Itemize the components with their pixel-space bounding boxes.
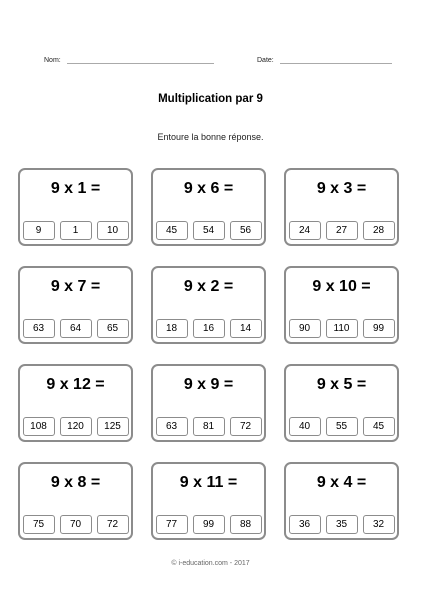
answer-option[interactable]: 10 [97, 221, 129, 240]
answer-option[interactable]: 64 [60, 319, 92, 338]
answer-options [153, 417, 264, 436]
date-label: Date: [257, 57, 274, 64]
answer-option[interactable]: 45 [156, 221, 188, 240]
answer-option[interactable]: 9 [23, 221, 55, 240]
worksheet-title: Multiplication par 9 [158, 93, 263, 105]
question-text: 9 x 5 = [316, 376, 367, 393]
name-label: Nom: [44, 57, 61, 64]
answer-option[interactable]: 35 [326, 515, 358, 534]
exercise-card [18, 364, 133, 442]
answer-option[interactable]: 14 [230, 319, 262, 338]
answer-option[interactable]: 40 [289, 417, 321, 436]
name-field[interactable] [44, 55, 214, 64]
answer-option[interactable]: 88 [230, 515, 262, 534]
answer-options [20, 221, 131, 240]
answer-options [286, 515, 397, 534]
exercise-card [151, 168, 266, 246]
question-text: 9 x 10 = [312, 278, 371, 295]
answer-option[interactable]: 65 [97, 319, 129, 338]
answer-option[interactable]: 56 [230, 221, 262, 240]
question-text: 9 x 4 = [316, 474, 367, 491]
answer-option[interactable]: 55 [326, 417, 358, 436]
answer-option[interactable]: 72 [97, 515, 129, 534]
date-line[interactable] [280, 55, 392, 64]
answer-option[interactable]: 28 [363, 221, 395, 240]
answer-option[interactable]: 70 [60, 515, 92, 534]
answer-option[interactable]: 63 [23, 319, 55, 338]
answer-option[interactable]: 54 [193, 221, 225, 240]
answer-option[interactable]: 63 [156, 417, 188, 436]
answer-option[interactable]: 99 [363, 319, 395, 338]
exercise-card [284, 364, 399, 442]
exercise-grid [18, 168, 398, 540]
answer-option[interactable]: 72 [230, 417, 262, 436]
answer-option[interactable]: 125 [97, 417, 129, 436]
instruction-text: Entoure la bonne réponse. [157, 132, 264, 142]
answer-options [20, 417, 131, 436]
answer-option[interactable]: 108 [23, 417, 55, 436]
exercise-card [151, 364, 266, 442]
answer-option[interactable]: 99 [193, 515, 225, 534]
exercise-card [18, 168, 133, 246]
answer-options [286, 221, 397, 240]
answer-option[interactable]: 81 [193, 417, 225, 436]
exercise-card [151, 462, 266, 540]
answer-options [153, 221, 264, 240]
answer-options [286, 417, 397, 436]
exercise-card [284, 462, 399, 540]
question-text: 9 x 6 = [183, 180, 234, 197]
question-text: 9 x 3 = [316, 180, 367, 197]
exercise-card [284, 168, 399, 246]
date-field[interactable] [257, 55, 392, 64]
exercise-card [18, 266, 133, 344]
answer-option[interactable]: 32 [363, 515, 395, 534]
exercise-card [284, 266, 399, 344]
question-text: 9 x 7 = [50, 278, 101, 295]
name-line[interactable] [67, 55, 214, 64]
answer-options [20, 319, 131, 338]
question-text: 9 x 8 = [50, 474, 101, 491]
answer-option[interactable]: 36 [289, 515, 321, 534]
answer-option[interactable]: 45 [363, 417, 395, 436]
question-text: 9 x 12 = [46, 376, 105, 393]
question-text: 9 x 1 = [50, 180, 101, 197]
answer-options [153, 319, 264, 338]
question-text: 9 x 11 = [179, 474, 238, 491]
answer-option[interactable]: 18 [156, 319, 188, 338]
answer-options [286, 319, 397, 338]
question-text: 9 x 9 = [183, 376, 234, 393]
answer-option[interactable]: 75 [23, 515, 55, 534]
answer-options [20, 515, 131, 534]
question-text: 9 x 2 = [183, 278, 234, 295]
answer-options [153, 515, 264, 534]
answer-option[interactable]: 120 [60, 417, 92, 436]
answer-option[interactable]: 77 [156, 515, 188, 534]
answer-option[interactable]: 24 [289, 221, 321, 240]
exercise-card [151, 266, 266, 344]
answer-option[interactable]: 1 [60, 221, 92, 240]
footer-copyright: © i-education.com - 2017 [171, 560, 250, 567]
exercise-card [18, 462, 133, 540]
answer-option[interactable]: 90 [289, 319, 321, 338]
answer-option[interactable]: 110 [326, 319, 358, 338]
answer-option[interactable]: 27 [326, 221, 358, 240]
answer-option[interactable]: 16 [193, 319, 225, 338]
